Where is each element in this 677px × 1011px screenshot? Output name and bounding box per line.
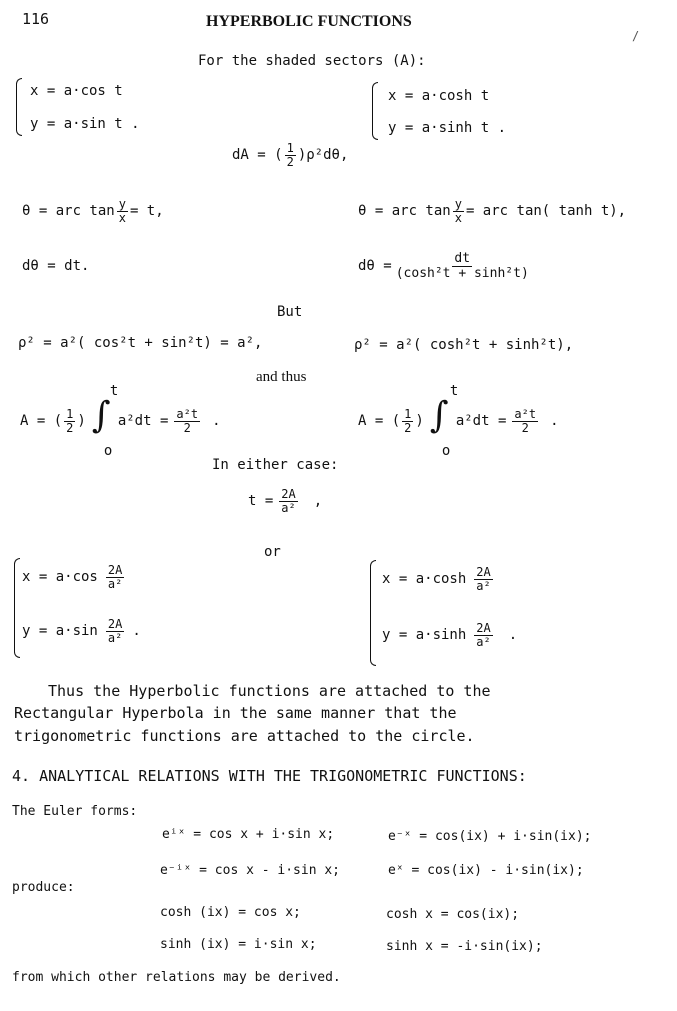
hyperbola-y-param-end: . xyxy=(508,627,518,644)
running-title: HYPERBOLIC FUNCTIONS xyxy=(206,13,412,30)
circle-y-param-end: . xyxy=(132,623,141,640)
dA-equation xyxy=(232,142,348,168)
circle-area-lower-limit: o xyxy=(103,443,113,459)
hyperbola-dtheta xyxy=(358,252,533,280)
circle-area-left: A = ( xyxy=(20,413,63,429)
hyperbola-x-eq: x = a·cosh t xyxy=(388,88,490,104)
hyperbola-area-end: . xyxy=(550,413,559,429)
hyperbola-theta-num: y xyxy=(454,197,462,211)
t-den: a² xyxy=(281,500,296,515)
left-param-brace xyxy=(14,558,20,658)
hyperbola-area-half-num: 1 xyxy=(404,406,412,421)
circle-theta-right: = t, xyxy=(129,203,164,220)
right-param-brace xyxy=(370,560,376,666)
and-thus-label: and thus xyxy=(256,369,307,385)
hyperbola-dtheta-left: dθ = xyxy=(358,258,392,275)
circle-y-param-num: 2A xyxy=(107,617,123,631)
either-case-label: In either case: xyxy=(212,457,339,473)
circle-area-integrand: a²dt = xyxy=(117,413,169,429)
hyperbola-y-param xyxy=(382,622,517,648)
dA-right: )ρ²dθ, xyxy=(297,147,349,164)
euler-1-left: eⁱˣ = cos x + i·sin x; xyxy=(162,827,335,842)
circle-theta xyxy=(22,198,164,224)
hyperbola-y-param-num: 2A xyxy=(476,621,491,635)
paragraph-line-1: Thus the Hyperbolic functions are attached to the xyxy=(48,682,491,700)
but-label: But xyxy=(277,304,303,320)
section-heading: 4. ANALYTICAL RELATIONS WITH THE TRIGONOMETRIC FUNCTIONS: xyxy=(12,767,527,785)
paragraph-line-3: trigonometric functions are attached to the circle. xyxy=(14,727,475,745)
t-num: 2A xyxy=(281,487,296,501)
circle-area-integral: A = ( $\frac{1}{2}$ ) ∫ t o a²dt = $\frac{\text{a²t}}{2}$ . xyxy=(20,383,221,459)
hyperbola-theta-right: = arc tan( tanh t), xyxy=(465,203,627,220)
circle-x-param-num: 2A xyxy=(107,563,123,577)
t-equation xyxy=(248,488,322,514)
hyperbola-area-integrand: a²dt = xyxy=(455,413,507,429)
circle-area-mid: ) xyxy=(77,413,86,429)
circle-theta-den: x xyxy=(118,210,126,225)
circle-y-param-den: a² xyxy=(107,630,123,645)
paragraph-line-2: Rectangular Hyperbola in the same manner that the xyxy=(14,704,457,722)
intro-line: For the shaded sectors (A): xyxy=(198,53,426,69)
circle-rho: ρ² = a²( cos²t + sin²t) = a², xyxy=(18,335,263,351)
hyperbola-theta-den: x xyxy=(454,210,462,225)
circle-area-upper-limit: t xyxy=(109,383,119,399)
circle-area-result-den: 2 xyxy=(183,420,191,435)
circle-y-eq: y = a·sin t . xyxy=(30,116,140,132)
sinh-left: sinh (ix) = i·sin x; xyxy=(160,937,317,952)
hyperbola-x-param-text: x = a·cosh xyxy=(382,571,467,588)
hyperbola-area-result-den: 2 xyxy=(521,420,529,435)
hyperbola-area-integral: A = ( $\frac{1}{2}$ ) ∫ t o a²dt = $\frac{\text{a²t}}{2}$ . xyxy=(358,383,559,459)
left-brace xyxy=(16,78,22,136)
hyperbola-dtheta-num: dt xyxy=(454,251,471,266)
circle-x-param-den: a² xyxy=(107,576,123,591)
cosh-left: cosh (ix) = cos x; xyxy=(160,905,301,920)
circle-x-param xyxy=(22,564,126,590)
produce-label: produce: xyxy=(12,880,75,895)
hyperbola-area-half-den: 2 xyxy=(404,420,412,435)
t-end: , xyxy=(313,493,323,510)
circle-theta-num: y xyxy=(118,197,126,211)
hyperbola-x-param xyxy=(382,566,495,592)
closing-line: from which other relations may be derived. xyxy=(12,970,341,985)
circle-area-result-num: a²t xyxy=(176,406,199,421)
circle-dtheta: dθ = dt. xyxy=(22,258,90,274)
right-brace xyxy=(372,82,378,140)
circle-theta-left: θ = arc tan xyxy=(22,203,115,220)
hyperbola-y-param-den: a² xyxy=(476,634,491,649)
page-number: 116 xyxy=(22,10,50,28)
euler-1-right: e⁻ˣ = cos(ix) + i·sin(ix); xyxy=(388,829,592,844)
t-left: t = xyxy=(248,493,274,510)
hyperbola-x-param-num: 2A xyxy=(476,565,491,579)
euler-2-left: e⁻ⁱˣ = cos x - i·sin x; xyxy=(160,863,341,878)
circle-area-half-den: 2 xyxy=(66,420,74,435)
hyperbola-area-result-num: a²t xyxy=(514,406,537,421)
hyperbola-area-lower-limit: o xyxy=(441,443,451,459)
circle-x-param-text: x = a·cos xyxy=(22,569,98,586)
hyperbola-area-upper-limit: t xyxy=(449,383,459,399)
euler-label: The Euler forms: xyxy=(12,804,138,819)
hyperbola-y-eq: y = a·sinh t . xyxy=(388,120,507,136)
dA-half-num: 1 xyxy=(286,141,294,155)
hyperbola-theta xyxy=(358,198,626,224)
circle-area-half-num: 1 xyxy=(66,406,74,421)
euler-2-right: eˣ = cos(ix) - i·sin(ix); xyxy=(388,863,584,878)
hyperbola-x-param-den: a² xyxy=(476,578,491,593)
hyperbola-area-mid: ) xyxy=(415,413,424,429)
hyperbola-theta-left: θ = arc tan xyxy=(358,203,451,220)
circle-y-param-text: y = a·sin xyxy=(22,623,98,640)
hyperbola-rho: ρ² = a²( cosh²t + sinh²t), xyxy=(354,337,574,353)
dA-left: dA = ( xyxy=(232,147,283,164)
dA-half-den: 2 xyxy=(286,154,294,169)
circle-x-eq: x = a·cos t xyxy=(30,83,123,99)
sinh-right: sinh x = -i·sin(ix); xyxy=(386,939,543,954)
hyperbola-dtheta-den: (cosh²t + sinh²t) xyxy=(395,265,529,281)
circle-y-param xyxy=(22,618,141,644)
or-label: or xyxy=(264,544,281,560)
hyperbola-y-param-text: y = a·sinh xyxy=(382,627,467,644)
circle-area-end: . xyxy=(212,413,221,429)
hyperbola-area-left: A = ( xyxy=(358,413,401,429)
cosh-right: cosh x = cos(ix); xyxy=(386,907,520,922)
corner-mark: / xyxy=(632,29,640,43)
